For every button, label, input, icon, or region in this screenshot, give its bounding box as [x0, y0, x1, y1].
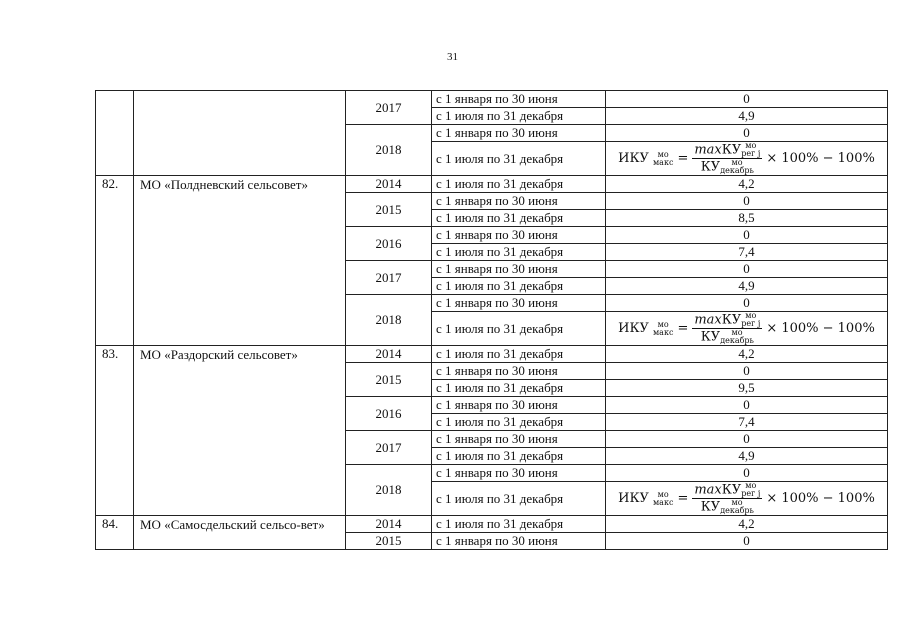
value-cell: 0: [606, 227, 888, 244]
formula-fraction: [692, 312, 762, 345]
formula-denominator: [699, 329, 756, 345]
period-h1-cell: с 1 января по 30 июня: [432, 91, 606, 108]
formula-numerator: [692, 482, 762, 499]
formula-num-sub: рег j: [741, 319, 761, 328]
value-cell: 9,5: [606, 380, 888, 397]
year-cell: 2014: [346, 176, 432, 193]
value-cell: 0: [606, 261, 888, 278]
value-cell: 0: [606, 125, 888, 142]
formula-numerator: [692, 312, 762, 329]
formula-den-base: КУ: [700, 159, 721, 175]
formula-num-base: КУ: [721, 482, 742, 498]
period-h1-cell: с 1 января по 30 июня: [432, 295, 606, 312]
entry-number-cell: 84.: [96, 516, 134, 550]
year-cell: 2015: [346, 533, 432, 550]
formula-tail: × 100% − 100%: [766, 150, 875, 166]
period-h1-cell: с 1 января по 30 июня: [432, 125, 606, 142]
formula-den-base: КУ: [700, 499, 721, 515]
table-row: [96, 91, 888, 108]
period-h2-cell: с 1 июля по 31 декабря: [432, 142, 606, 176]
year-cell: 2016: [346, 227, 432, 261]
value-cell: 0: [606, 431, 888, 448]
value-cell: 4,2: [606, 346, 888, 363]
formula-num-indices: [741, 312, 760, 328]
formula-cell: [606, 482, 888, 516]
formula-num-base: КУ: [721, 312, 742, 328]
period-h2-cell: с 1 июля по 31 декабря: [432, 278, 606, 295]
formula-num-sub: рег j: [741, 489, 761, 498]
formula-den-sup: мо: [731, 328, 743, 337]
value-cell: 0: [606, 91, 888, 108]
period-h2-cell: с 1 июля по 31 декабря: [432, 516, 606, 533]
value-cell: 4,9: [606, 108, 888, 125]
formula-num-sub: рег j: [741, 149, 761, 158]
value-cell: 7,4: [606, 244, 888, 261]
period-h2-cell: с 1 июля по 31 декабря: [432, 210, 606, 227]
period-h2-cell: с 1 июля по 31 декабря: [432, 346, 606, 363]
formula-tail: × 100% − 100%: [766, 320, 875, 336]
table-row: [96, 346, 888, 363]
period-h2-cell: с 1 июля по 31 декабря: [432, 108, 606, 125]
year-cell: 2018: [346, 295, 432, 346]
formula-num-indices: [741, 482, 760, 498]
formula-lhs-indices: [653, 491, 673, 507]
entry-name-cell: МО «Самосдельский сельсо-вет»: [134, 516, 346, 550]
formula-lhs-sup: мо: [657, 489, 669, 499]
formula-denominator: [699, 499, 756, 515]
entry-number-cell: 82.: [96, 176, 134, 346]
formula-lhs-sub: макс: [652, 497, 674, 507]
period-h1-cell: с 1 января по 30 июня: [432, 363, 606, 380]
formula-den-sub: декабрь: [720, 506, 754, 515]
period-h2-cell: с 1 июля по 31 декабря: [432, 312, 606, 346]
formula-den-indices: [720, 499, 754, 515]
year-cell: 2016: [346, 397, 432, 431]
period-h2-cell: с 1 июля по 31 декабря: [432, 176, 606, 193]
value-cell: 0: [606, 193, 888, 210]
period-h1-cell: с 1 января по 30 июня: [432, 465, 606, 482]
period-h2-cell: с 1 июля по 31 декабря: [432, 482, 606, 516]
formula-den-sub: декабрь: [720, 166, 754, 175]
page-number: 31: [447, 51, 458, 63]
formula-fraction: [692, 482, 762, 515]
formula-max: max: [694, 142, 722, 158]
period-h1-cell: с 1 января по 30 июня: [432, 533, 606, 550]
formula-denominator: [699, 159, 756, 175]
max-index-formula: [618, 482, 875, 515]
entry-number-cell: 83.: [96, 346, 134, 516]
value-cell: 4,9: [606, 448, 888, 465]
value-cell: 0: [606, 533, 888, 550]
formula-lhs-sup: мо: [657, 149, 669, 159]
formula-max: max: [694, 482, 722, 498]
formula-tail: × 100% − 100%: [766, 490, 875, 506]
period-h2-cell: с 1 июля по 31 декабря: [432, 380, 606, 397]
formula-lhs: ИКУ: [618, 150, 649, 166]
value-cell: 7,4: [606, 414, 888, 431]
formula-equals: =: [677, 490, 689, 506]
table-row: [96, 176, 888, 193]
formula-den-sub: декабрь: [720, 336, 754, 345]
value-cell: 4,9: [606, 278, 888, 295]
formula-lhs-sub: макс: [652, 157, 674, 167]
period-h2-cell: с 1 июля по 31 декабря: [432, 448, 606, 465]
year-cell: 2017: [346, 91, 432, 125]
value-cell: 4,2: [606, 176, 888, 193]
formula-den-sup: мо: [731, 498, 743, 507]
period-h1-cell: с 1 января по 30 июня: [432, 397, 606, 414]
formula-equals: =: [677, 150, 689, 166]
period-h2-cell: с 1 июля по 31 декабря: [432, 414, 606, 431]
period-h1-cell: с 1 января по 30 июня: [432, 193, 606, 210]
formula-den-sup: мо: [731, 158, 743, 167]
formula-lhs-indices: [653, 151, 673, 167]
value-cell: 0: [606, 295, 888, 312]
formula-lhs-sub: макс: [652, 327, 674, 337]
table-row: [96, 516, 888, 533]
year-cell: 2018: [346, 125, 432, 176]
value-cell: 4,2: [606, 516, 888, 533]
formula-num-sup: мо: [745, 311, 757, 320]
year-cell: 2017: [346, 261, 432, 295]
year-cell: 2015: [346, 363, 432, 397]
formula-cell: [606, 312, 888, 346]
formula-lhs: ИКУ: [618, 490, 649, 506]
max-index-formula: [618, 312, 875, 345]
formula-num-indices: [741, 142, 760, 158]
year-cell: 2017: [346, 431, 432, 465]
formula-numerator: [692, 142, 762, 159]
formula-num-base: КУ: [721, 142, 742, 158]
formula-den-indices: [720, 329, 754, 345]
year-cell: 2018: [346, 465, 432, 516]
formula-num-sup: мо: [745, 141, 757, 150]
entry-name-cell: МО «Полдневский сельсовет»: [134, 176, 346, 346]
period-h1-cell: с 1 января по 30 июня: [432, 431, 606, 448]
formula-fraction: [692, 142, 762, 175]
formula-max: max: [694, 312, 722, 328]
year-cell: 2014: [346, 346, 432, 363]
value-cell: 0: [606, 465, 888, 482]
period-h1-cell: с 1 января по 30 июня: [432, 227, 606, 244]
entry-name-cell: [134, 91, 346, 176]
formula-cell: [606, 142, 888, 176]
formula-num-sup: мо: [745, 481, 757, 490]
formula-lhs-indices: [653, 321, 673, 337]
formula-den-base: КУ: [700, 329, 721, 345]
value-cell: 0: [606, 397, 888, 414]
max-index-formula: [618, 142, 875, 175]
value-cell: 8,5: [606, 210, 888, 227]
formula-lhs-sup: мо: [657, 319, 669, 329]
value-cell: 0: [606, 363, 888, 380]
tariff-index-table: [95, 90, 888, 550]
period-h1-cell: с 1 января по 30 июня: [432, 261, 606, 278]
entry-name-cell: МО «Раздорский сельсовет»: [134, 346, 346, 516]
year-cell: 2014: [346, 516, 432, 533]
period-h2-cell: с 1 июля по 31 декабря: [432, 244, 606, 261]
year-cell: 2015: [346, 193, 432, 227]
formula-lhs: ИКУ: [618, 320, 649, 336]
entry-number-cell: [96, 91, 134, 176]
formula-equals: =: [677, 320, 689, 336]
formula-den-indices: [720, 159, 754, 175]
